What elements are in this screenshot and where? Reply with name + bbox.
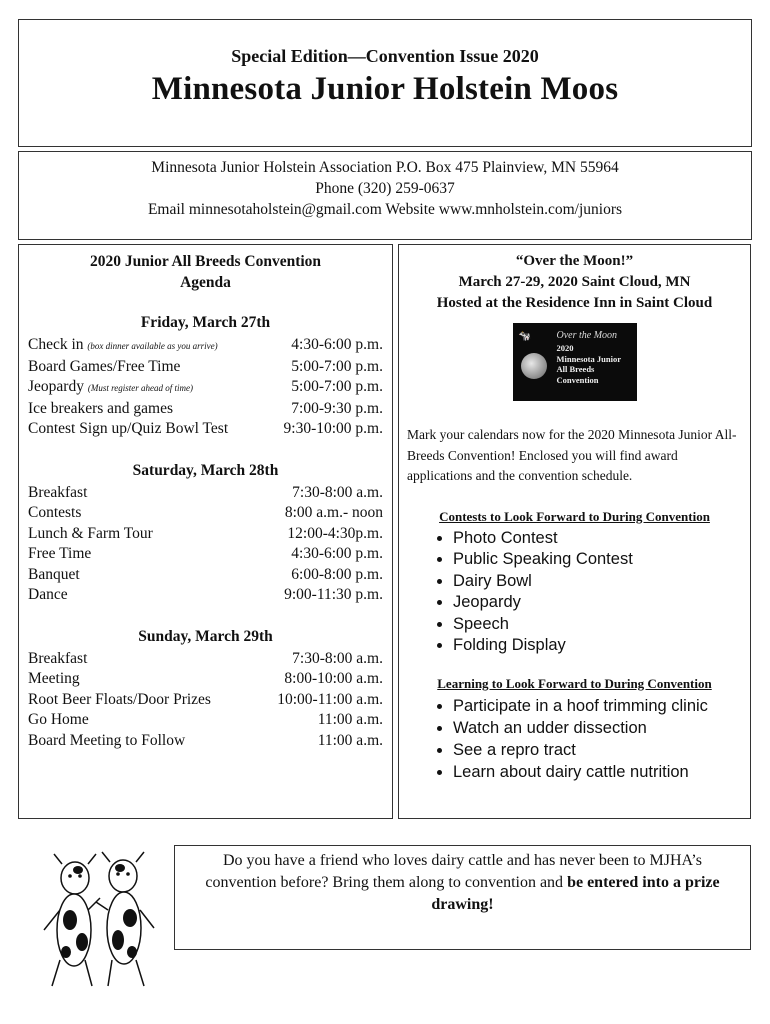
convention-logo bbox=[513, 323, 637, 401]
referral-promo bbox=[174, 845, 751, 950]
agenda-row bbox=[19, 690, 392, 711]
email-website-line: Email minnesotaholstein@gmail.com Website www.mnholstein.com/juniors bbox=[147, 201, 623, 218]
activity-label: Board Meeting to Follow bbox=[28, 731, 186, 749]
logo-text bbox=[557, 343, 637, 385]
agenda-activity bbox=[28, 669, 80, 690]
contests-heading: Contests to Look Forward to During Convention bbox=[439, 508, 710, 524]
agenda-row bbox=[19, 544, 392, 565]
convention-venue: Hosted at the Residence Inn in Saint Cloud bbox=[436, 295, 713, 311]
learning-item: • Learn about dairy cattle nutrition bbox=[453, 761, 750, 783]
activity-label: Ice breakers and games bbox=[28, 399, 174, 417]
agenda-title bbox=[19, 251, 392, 293]
convention-theme: “Over the Moon!” bbox=[515, 253, 634, 269]
activity-time: 4:30-6:00 p.m. bbox=[291, 545, 383, 562]
activity-label: Go Home bbox=[28, 711, 89, 728]
activity-label: Breakfast bbox=[28, 649, 88, 667]
agenda-row bbox=[19, 710, 392, 731]
activity-label: Lunch & Farm Tour bbox=[28, 524, 153, 542]
day-heading: Sunday, March 29th bbox=[138, 627, 273, 645]
convention-header bbox=[399, 251, 750, 314]
dancing-cows-illustration bbox=[30, 840, 160, 990]
activity-label: Board Games/Free Time bbox=[28, 357, 181, 375]
activity-time: 5:00-7:00 p.m. bbox=[291, 378, 383, 395]
agenda-activity bbox=[28, 419, 228, 440]
learning-list bbox=[399, 695, 750, 783]
activity-note: (box dinner available as you arrive) bbox=[87, 341, 218, 351]
agenda-row bbox=[19, 399, 392, 420]
logo-year: 2020 bbox=[556, 343, 574, 353]
issue-subtitle: Special Edition—Convention Issue 2020 bbox=[231, 46, 539, 66]
convention-info-panel bbox=[398, 244, 751, 819]
agenda-row bbox=[19, 585, 392, 606]
intro-paragraph: Mark your calendars now for the 2020 Minnesota Junior All-Breeds Convention! Enclosed you will find award applications and the convention schedule. bbox=[407, 427, 737, 483]
agenda-panel bbox=[18, 244, 393, 819]
learning-item: • See a repro tract bbox=[453, 739, 750, 761]
agenda-row bbox=[19, 731, 392, 752]
learning-item: • Watch an udder dissection bbox=[453, 717, 750, 739]
agenda-activity bbox=[28, 483, 87, 504]
agenda-activity bbox=[28, 399, 173, 420]
activity-label: Meeting bbox=[28, 670, 80, 687]
contact-block bbox=[18, 151, 752, 240]
day-heading: Saturday, March 28th bbox=[132, 461, 279, 479]
promo-bold: be entered into a prize drawing! bbox=[431, 874, 720, 913]
activity-time: 7:00-9:30 p.m. bbox=[291, 399, 383, 417]
agenda-row bbox=[19, 483, 392, 504]
activity-time: 11:00 a.m. bbox=[317, 711, 383, 728]
activity-label: Banquet bbox=[28, 565, 80, 583]
agenda-activity bbox=[28, 690, 211, 711]
agenda-days bbox=[19, 313, 392, 751]
agenda-row bbox=[19, 565, 392, 586]
agenda-row bbox=[19, 377, 392, 399]
agenda-title-line1: 2020 Junior All Breeds Convention bbox=[89, 253, 322, 270]
newsletter-title: Minnesota Junior Holstein Moos bbox=[151, 71, 619, 107]
masthead bbox=[18, 19, 752, 147]
moon-icon bbox=[521, 353, 547, 379]
activity-time: 7:30-8:00 a.m. bbox=[292, 483, 383, 501]
activity-label: Breakfast bbox=[28, 483, 88, 501]
agenda-row bbox=[19, 669, 392, 690]
logo-script: Over the Moon bbox=[556, 330, 618, 341]
agenda-activity bbox=[28, 335, 218, 357]
agenda-row bbox=[19, 503, 392, 524]
agenda-activity bbox=[28, 524, 153, 545]
activity-time: 6:00-8:00 p.m. bbox=[291, 565, 383, 583]
activity-label: Root Beer Floats/Door Prizes bbox=[28, 690, 211, 708]
agenda-activity bbox=[28, 377, 193, 399]
agenda-row bbox=[19, 419, 392, 440]
agenda-activity bbox=[28, 565, 80, 586]
learning-item: • Participate in a hoof trimming clinic bbox=[453, 695, 750, 717]
activity-label: Free Time bbox=[28, 545, 92, 562]
activity-label: Dance bbox=[28, 586, 68, 603]
agenda-activity bbox=[28, 649, 87, 670]
contest-item: • Dairy Bowl bbox=[453, 571, 750, 593]
agenda-activity bbox=[28, 544, 91, 565]
agenda-activity bbox=[28, 357, 180, 378]
agenda-activity bbox=[28, 503, 81, 524]
cow-jumping-icon: 🐄 bbox=[518, 331, 531, 342]
promo-text: Do you have a friend who loves dairy cattle and has never been to MJHA’s convention before? Bring them along to convention and bbox=[205, 852, 702, 891]
logo-line1: Minnesota Junior bbox=[556, 353, 621, 364]
activity-time: 12:00-4:30p.m. bbox=[287, 524, 383, 542]
agenda-activity bbox=[28, 585, 68, 606]
agenda-activity bbox=[28, 710, 89, 731]
contest-item: • Jeopardy bbox=[453, 592, 750, 614]
address-line: Minnesota Junior Holstein Association P.O. Box 475 Plainview, MN 55964 bbox=[151, 159, 619, 176]
contest-item: • Folding Display bbox=[453, 635, 750, 657]
contest-item: • Public Speaking Contest bbox=[453, 549, 750, 571]
agenda-activity bbox=[28, 731, 185, 752]
contest-item: • Photo Contest bbox=[453, 528, 750, 550]
activity-time: 8:00-10:00 a.m. bbox=[284, 670, 383, 687]
activity-time: 7:30-8:00 a.m. bbox=[292, 649, 383, 667]
activity-time: 10:00-11:00 a.m. bbox=[277, 690, 383, 708]
agenda-row bbox=[19, 524, 392, 545]
learning-heading: Learning to Look Forward to During Convention bbox=[437, 675, 712, 691]
activity-time: 9:00-11:30 p.m. bbox=[284, 586, 383, 603]
activity-label: Contests bbox=[28, 504, 82, 521]
activity-time: 8:00 a.m.- noon bbox=[284, 504, 383, 521]
activity-time: 9:30-10:00 p.m. bbox=[283, 420, 383, 437]
agenda-title-line2: Agenda bbox=[180, 274, 231, 291]
convention-dates: March 27-29, 2020 Saint Cloud, MN bbox=[458, 274, 691, 290]
day-heading: Friday, March 27th bbox=[140, 314, 271, 331]
agenda-row bbox=[19, 357, 392, 378]
activity-time: 11:00 a.m. bbox=[317, 731, 383, 749]
activity-label: Contest Sign up/Quiz Bowl Test bbox=[28, 420, 229, 437]
contests-list bbox=[399, 528, 750, 657]
activity-time: 4:30-6:00 p.m. bbox=[291, 336, 383, 353]
agenda-row bbox=[19, 335, 392, 357]
activity-note: (Must register ahead of time) bbox=[87, 383, 193, 393]
agenda-row bbox=[19, 649, 392, 670]
activity-time: 5:00-7:00 p.m. bbox=[291, 357, 383, 375]
activity-label: Jeopardy bbox=[28, 378, 84, 395]
contest-item: • Speech bbox=[453, 614, 750, 636]
phone-line: Phone (320) 259-0637 bbox=[315, 180, 455, 197]
activity-label: Check in bbox=[28, 336, 84, 353]
logo-line2: All Breeds Convention bbox=[556, 364, 599, 385]
